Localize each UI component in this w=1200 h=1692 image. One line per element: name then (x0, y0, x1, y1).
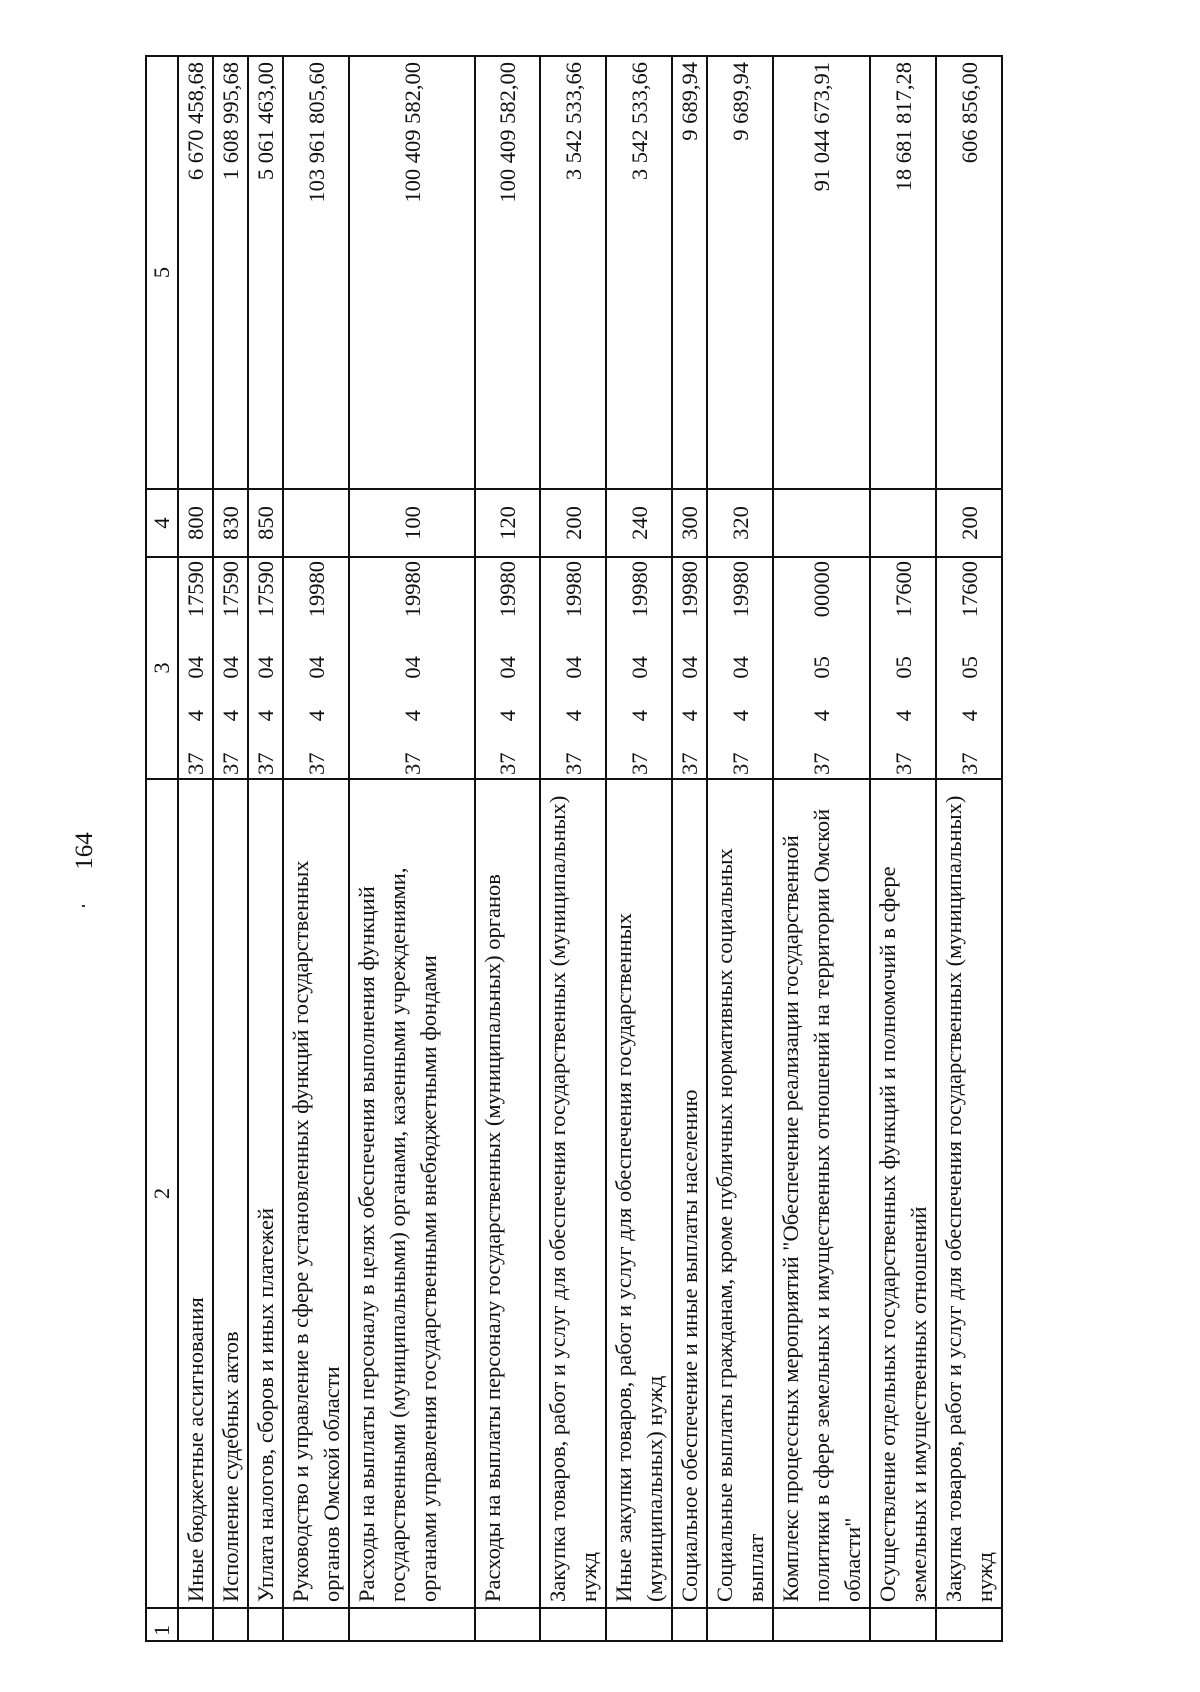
row-type-cell: 300 (672, 489, 707, 557)
table-row (606, 56, 672, 1641)
code-group (954, 561, 985, 775)
header-col-4: 4 (146, 489, 178, 557)
code-part-3: 04 (183, 656, 208, 679)
row-index-cell (213, 1608, 248, 1641)
row-name-cell: Расходы на выплаты персоналу государственных (муниципальных) органов (475, 779, 540, 1608)
row-index-cell (870, 1608, 936, 1641)
row-code-cell (672, 557, 707, 779)
code-part-2: 4 (626, 710, 652, 722)
code-part-4: 19980 (677, 561, 702, 618)
code-part-1: 37 (626, 752, 652, 775)
row-name-cell: Иные бюджетные ассигнования (178, 779, 213, 1608)
row-name-cell: Осуществление отдельных государственных функций и полномочий в сфере земельных и имущественных отношений (870, 779, 936, 1608)
code-group (806, 561, 837, 775)
row-index-cell (773, 1608, 870, 1641)
code-group (725, 561, 756, 775)
row-code-cell (870, 557, 936, 779)
code-part-2: 4 (303, 710, 329, 722)
code-part-3: 04 (626, 656, 652, 679)
table-row (870, 56, 936, 1641)
code-part-1: 37 (253, 752, 278, 775)
row-name-cell: Уплата налогов, сборов и иных платежей (248, 779, 283, 1608)
code-part-3: 04 (399, 656, 425, 679)
row-amount-cell: 3 542 533,66 (606, 56, 672, 489)
table-header-row (146, 56, 178, 1641)
code-part-2: 4 (890, 710, 916, 722)
code-part-3: 04 (495, 656, 520, 679)
row-amount-cell: 103 961 805,60 (283, 56, 349, 489)
row-code-cell (707, 557, 773, 779)
code-part-4: 19980 (495, 561, 520, 618)
row-type-cell (283, 489, 349, 557)
row-amount-cell: 9 689,94 (672, 56, 707, 489)
code-group (558, 561, 589, 775)
row-amount-cell: 18 681 817,28 (870, 56, 936, 489)
code-part-2: 4 (253, 710, 278, 722)
code-part-3: 04 (677, 656, 702, 679)
row-type-cell (773, 489, 870, 557)
row-code-cell (248, 557, 283, 779)
code-part-3: 04 (218, 656, 243, 679)
header-col-2: 2 (146, 779, 178, 1608)
code-part-4: 00000 (809, 561, 834, 618)
table-row (213, 56, 248, 1641)
row-code-cell (213, 557, 248, 779)
code-part-4: 17590 (218, 561, 243, 618)
code-part-2: 4 (399, 710, 425, 722)
row-code-cell (936, 557, 1002, 779)
row-name-cell: Социальные выплаты гражданам, кроме публичных нормативных социальных выплат (707, 779, 773, 1608)
code-group (301, 561, 332, 775)
code-part-3: 04 (253, 656, 278, 679)
code-group (397, 561, 428, 775)
row-name-cell: Иные закупки товаров, работ и услуг для обеспечения государственных (муниципальных) нужд (606, 779, 672, 1608)
rotated-table-wrapper (145, 57, 1003, 1642)
row-amount-cell: 5 061 463,00 (248, 56, 283, 489)
header-col-5: 5 (146, 56, 178, 489)
row-type-cell: 800 (178, 489, 213, 557)
table-row (178, 56, 213, 1641)
code-part-2: 4 (183, 710, 208, 722)
table-row (283, 56, 349, 1641)
code-part-2: 4 (727, 710, 753, 722)
row-index-cell (349, 1608, 475, 1641)
code-part-1: 37 (218, 752, 243, 775)
code-part-1: 37 (727, 752, 753, 775)
code-part-4: 19980 (303, 561, 329, 618)
code-group (674, 561, 705, 775)
row-index-cell (248, 1608, 283, 1641)
row-name-cell: Руководство и управление в сфере установленных функций государственных органов Омской области (283, 779, 349, 1608)
table-row (248, 56, 283, 1641)
code-part-4: 19980 (727, 561, 753, 618)
row-amount-cell: 606 856,00 (936, 56, 1002, 489)
code-part-1: 37 (183, 752, 208, 775)
code-part-3: 05 (809, 656, 834, 679)
row-amount-cell: 3 542 533,66 (540, 56, 606, 489)
page-number: 164 (71, 832, 98, 870)
code-part-1: 37 (956, 752, 982, 775)
row-type-cell: 830 (213, 489, 248, 557)
table-row (540, 56, 606, 1641)
code-part-1: 37 (677, 752, 702, 775)
code-group (180, 561, 211, 775)
code-part-1: 37 (890, 752, 916, 775)
code-part-4: 19980 (560, 561, 586, 618)
code-part-3: 04 (727, 656, 753, 679)
code-part-3: 05 (890, 656, 916, 679)
row-code-cell (349, 557, 475, 779)
code-group (215, 561, 246, 775)
code-group (888, 561, 919, 775)
row-amount-cell: 91 044 673,91 (773, 56, 870, 489)
code-group (624, 561, 655, 775)
row-name-cell: Комплекс процессных мероприятий "Обеспечение реализации государственной политики в сфере земельных и имущественных отношений на территории Омской области" (773, 779, 870, 1608)
code-part-1: 37 (809, 752, 834, 775)
row-index-cell (475, 1608, 540, 1641)
row-amount-cell: 6 670 458,68 (178, 56, 213, 489)
row-type-cell: 240 (606, 489, 672, 557)
code-part-2: 4 (956, 710, 982, 722)
row-code-cell (283, 557, 349, 779)
row-code-cell (475, 557, 540, 779)
code-part-4: 19980 (626, 561, 652, 618)
row-code-cell (606, 557, 672, 779)
code-part-4: 17590 (183, 561, 208, 618)
code-part-4: 17590 (253, 561, 278, 618)
code-part-4: 17600 (956, 561, 982, 618)
row-index-cell (283, 1608, 349, 1641)
code-part-1: 37 (399, 752, 425, 775)
code-group (250, 561, 281, 775)
code-part-4: 19980 (399, 561, 425, 618)
row-index-cell (707, 1608, 773, 1641)
budget-table (145, 55, 1003, 1642)
row-index-cell (606, 1608, 672, 1641)
row-name-cell: Расходы на выплаты персоналу в целях обеспечения выполнения функций государственными (муниципальными) органами, казенными учреждениями, органами управления государственными внебюджетными фондами (349, 779, 475, 1608)
row-type-cell: 200 (540, 489, 606, 557)
table-row (349, 56, 475, 1641)
table-row (936, 56, 1002, 1641)
row-index-cell (672, 1608, 707, 1641)
row-type-cell (870, 489, 936, 557)
code-part-4: 17600 (890, 561, 916, 618)
code-part-1: 37 (303, 752, 329, 775)
code-part-3: 04 (303, 656, 329, 679)
row-index-cell (936, 1608, 1002, 1641)
code-part-2: 4 (218, 710, 243, 722)
row-name-cell: Закупка товаров, работ и услуг для обеспечения государственных (муниципальных) нужд (540, 779, 606, 1608)
header-col-3: 3 (146, 557, 178, 779)
code-part-1: 37 (560, 752, 586, 775)
code-group (492, 561, 523, 775)
code-part-3: 04 (560, 656, 586, 679)
row-type-cell: 100 (349, 489, 475, 557)
scan-speck (82, 905, 85, 907)
table-row (475, 56, 540, 1641)
row-name-cell: Исполнение судебных актов (213, 779, 248, 1608)
row-type-cell: 200 (936, 489, 1002, 557)
row-amount-cell: 100 409 582,00 (475, 56, 540, 489)
row-index-cell (540, 1608, 606, 1641)
code-part-2: 4 (495, 710, 520, 722)
row-index-cell (178, 1608, 213, 1641)
row-amount-cell: 100 409 582,00 (349, 56, 475, 489)
code-part-1: 37 (495, 752, 520, 775)
code-part-2: 4 (809, 710, 834, 722)
row-type-cell: 120 (475, 489, 540, 557)
code-part-3: 05 (956, 656, 982, 679)
row-code-cell (178, 557, 213, 779)
code-part-2: 4 (560, 710, 586, 722)
header-col-1: 1 (146, 1608, 178, 1641)
row-code-cell (773, 557, 870, 779)
row-type-cell: 850 (248, 489, 283, 557)
row-code-cell (540, 557, 606, 779)
row-type-cell: 320 (707, 489, 773, 557)
table-row (707, 56, 773, 1641)
row-amount-cell: 9 689,94 (707, 56, 773, 489)
table-row (672, 56, 707, 1641)
row-name-cell: Социальное обеспечение и иные выплаты населению (672, 779, 707, 1608)
row-name-cell: Закупка товаров, работ и услуг для обеспечения государственных (муниципальных) нужд (936, 779, 1002, 1608)
row-amount-cell: 1 608 995,68 (213, 56, 248, 489)
code-part-2: 4 (677, 710, 702, 722)
table-row (773, 56, 870, 1641)
